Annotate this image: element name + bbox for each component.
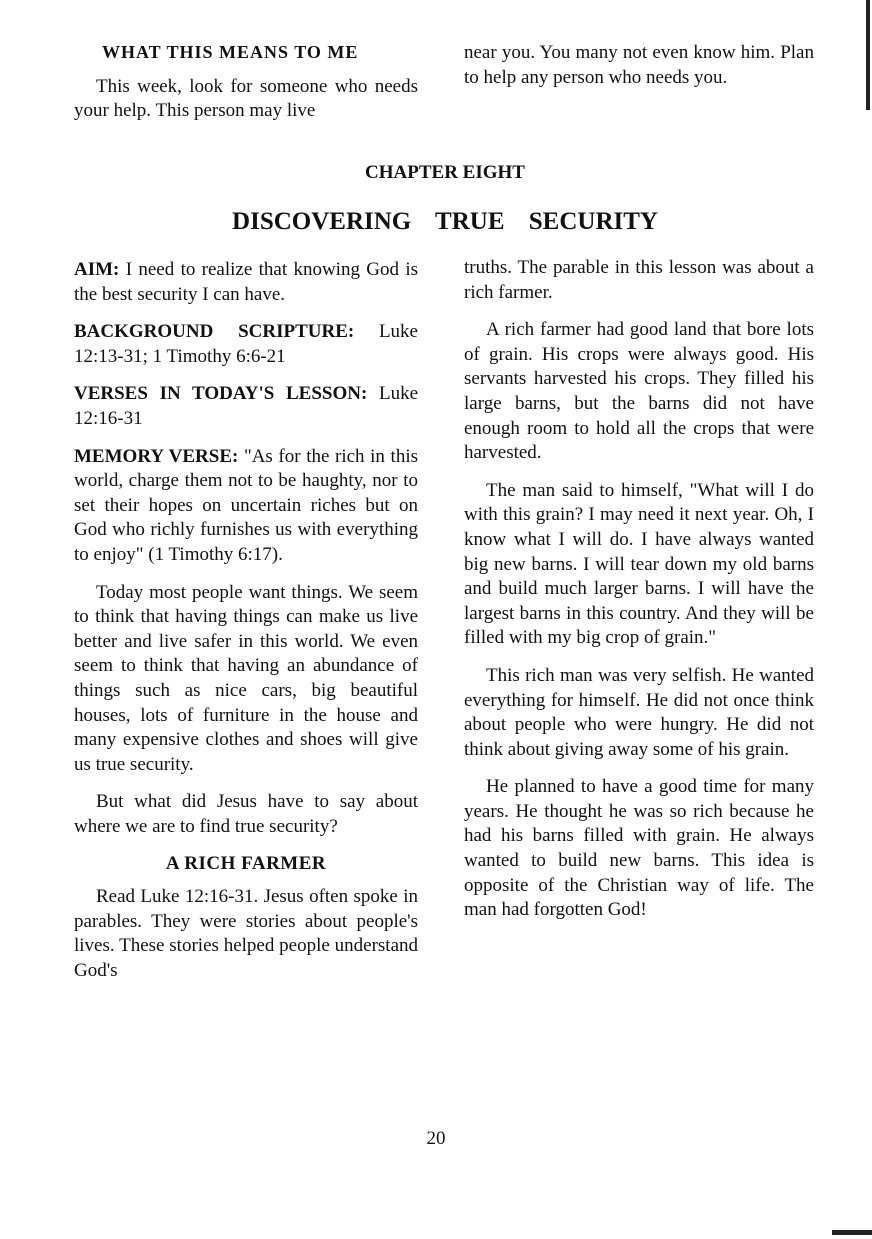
aim-paragraph [74,258,418,307]
memory-paragraph [74,445,418,568]
body-paragraph-3: Read Luke 12:16-31. Jesus often spoke in parables. They were stories about people's lives. These stories helped people understand God's [74,886,418,981]
right-column [464,256,814,936]
page-number: 20 [426,1128,446,1149]
top-right-text: near you. You many not even know him. Plan to help any person who needs you. [464,42,814,88]
background-label: BACKGROUND SCRIPTURE: [74,321,355,343]
memory-label: MEMORY VERSE: [74,445,239,467]
right-paragraph-0: truths. The parable in this lesson was about a rich farmer. [464,257,814,303]
top-right-column [464,41,814,103]
verses-paragraph [74,382,418,431]
body-paragraph-1: Today most people want things. We seem to think that having things can make us live better and live safer in this world. We even seem to think that having an abundance of things such as nice cars, big beautiful houses, lots of furniture in the house and many expensive clothes and shoes will give us true security. [74,581,418,775]
chapter-label: CHAPTER EIGHT [365,162,525,183]
right-paragraph-3: This rich man was very selfish. He wanted everything for himself. He did not once think about people who were hungry. He did not think about giving away some of his grain. [464,664,814,760]
aim-label: AIM: [74,259,120,280]
memory-text: "As for the rich in this world, charge them not to be haughty, nor to set their hopes on uncertain riches but on God who richly furnishes us with everything to enjoy" (1 Timothy 6:17). [74,445,418,565]
scan-edge-mark-top [866,0,870,110]
right-paragraph-1: A rich farmer had good land that bore lots of grain. His crops were always good. His servants harvested his crops. They filled his large barns, but the barns did not have enough room to hold all the crops that were harvested. [464,319,814,464]
body-paragraph-2: But what did Jesus have to say about where we are to find true security? [74,791,418,837]
aim-text: I need to realize that knowing God is the best security I can have. [74,259,418,305]
section-heading-what-this-means: WHAT THIS MEANS TO ME [102,42,359,62]
page-title: DISCOVERING TRUE SECURITY [232,208,658,235]
left-column [74,258,418,996]
top-left-column [74,40,418,137]
verses-label: VERSES IN TODAY'S LESSON: [74,383,368,405]
right-paragraph-2: The man said to himself, "What will I do with this grain? I may need it next year. Oh, I know what I will do. I have always wanted big new barns. I will tear down my old barns and build much larger barns. I will have the largest barns in this country. And they will be filled with my big crop of grain." [464,479,814,649]
scan-edge-mark-bottom [832,1230,872,1235]
top-left-text: This week, look for someone who needs your help. This person may live [74,75,418,122]
verses-text: Luke 12:16-31 [74,383,419,429]
background-paragraph [74,320,418,369]
subheading-rich-farmer: A RICH FARMER [165,853,327,875]
background-text: Luke 12:13-31; 1 Timothy 6:6-21 [74,321,418,367]
right-paragraph-4: He planned to have a good time for many years. He thought he was so rich because he had his barns filled with grain. He always wanted to build new barns. This idea is opposite of the Christian way of life. The man had forgotten God! [464,776,814,921]
